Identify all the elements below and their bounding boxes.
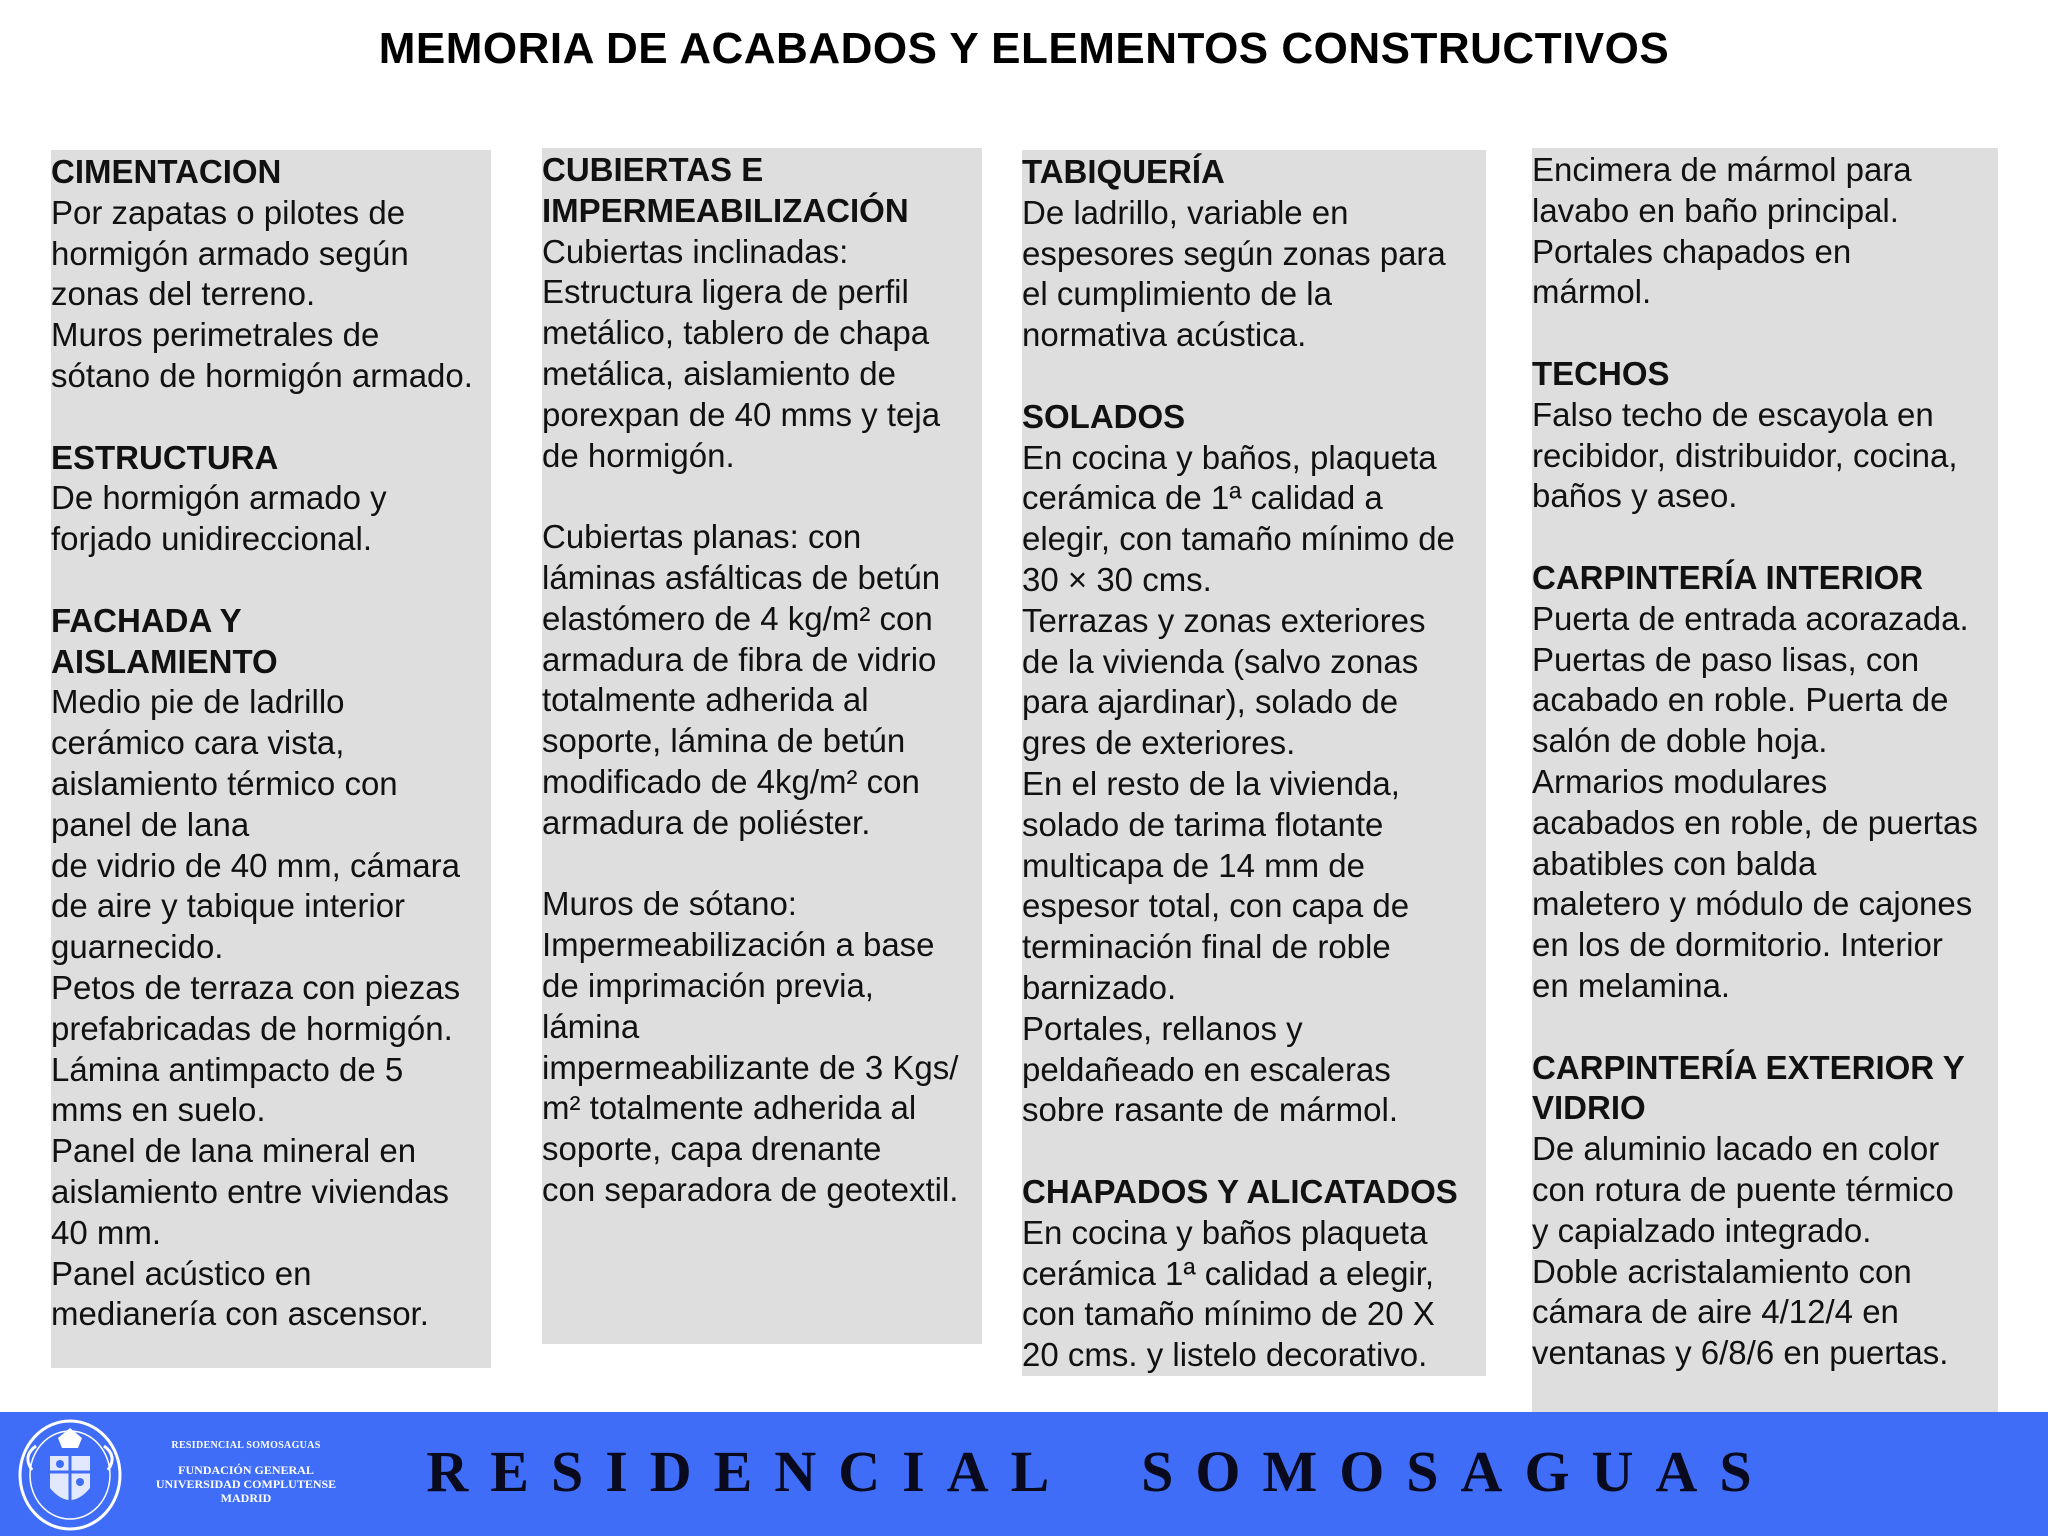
section-text-line: porexpan de 40 mms y teja (542, 395, 941, 433)
section-text-line: metálica, aislamiento de (542, 354, 897, 392)
section-text-line: guarnecido. (51, 928, 224, 966)
spec-section (1022, 397, 1486, 1131)
section-text-line: armadura de fibra de vidrio (542, 640, 937, 678)
section-text-line: aislamiento entre viviendas (51, 1172, 450, 1210)
section-text-line: cerámica de 1ª calidad a (1022, 479, 1383, 517)
logo-line: FUNDACIÓN GENERAL (178, 1463, 314, 1477)
section-text-line: para ajardinar), solado de (1022, 683, 1399, 721)
section-text-line: En cocina y baños, plaqueta (1022, 438, 1437, 476)
section-text-line: el cumplimiento de la (1022, 275, 1332, 313)
section-text-line: Estructura ligera de perfil (542, 273, 909, 311)
section-heading: TABIQUERÍA (1022, 153, 1225, 190)
section-heading: CUBIERTAS E (542, 151, 764, 188)
spec-section (51, 438, 491, 560)
logo-top-text: RESIDENCIAL SOMOSAGUAS (171, 1440, 321, 1451)
section-text-line: abatibles con balda (1532, 844, 1817, 882)
section-text-line: Puertas de paso lisas, con (1532, 640, 1920, 678)
section-text-line: armadura de poliéster. (542, 803, 871, 841)
section-text-line: láminas asfálticas de betún (542, 558, 941, 596)
section-heading: SOLADOS (1022, 397, 1186, 435)
section-text-line: espesores según zonas para (1022, 234, 1446, 272)
section-text-line: baños y aseo. (1532, 477, 1738, 515)
spec-section (1532, 354, 1998, 517)
section-heading: CARPINTERÍA EXTERIOR Y (1532, 1048, 1965, 1086)
column-1 (51, 150, 491, 1368)
section-text-line: barnizado. (1022, 968, 1177, 1006)
section-text-line: maletero y módulo de cajones (1532, 885, 1973, 923)
section-text-line: sótano de hormigón armado. (51, 356, 473, 394)
section-text-line: con separadora de geotextil. (542, 1170, 959, 1208)
spec-section (542, 884, 982, 1210)
section-text-line: acabado en roble. Puerta de (1532, 681, 1949, 719)
logo-line: MADRID (220, 1491, 272, 1505)
section-text-line: De aluminio lacado en color (1532, 1130, 1940, 1168)
section-text-line: Falso techo de escayola en (1532, 395, 1934, 433)
section-text-line: en los de dormitorio. Interior (1532, 926, 1943, 964)
section-text-line: cámara de aire 4/12/4 en (1532, 1293, 1899, 1331)
section-text-line: con rotura de puente térmico (1532, 1170, 1954, 1208)
footer-residence-name: RESIDENCIAL SOMOSAGUAS (426, 1439, 1774, 1504)
section-text-line: metálico, tablero de chapa (542, 314, 930, 352)
section-text-line: con tamaño mínimo de 20 X (1022, 1295, 1435, 1333)
spec-section (542, 517, 982, 843)
section-heading: CARPINTERÍA INTERIOR (1532, 558, 1924, 596)
section-text-line: elastómero de 4 kg/m² con (542, 599, 933, 637)
section-text-line: espesor total, con capa de (1022, 887, 1410, 925)
spec-section (51, 601, 491, 1335)
column-content (1022, 150, 1486, 1376)
spec-section (1022, 1172, 1486, 1376)
section-text-line: acabados en roble, de puertas (1532, 803, 1978, 841)
section-text-line: Cubiertas inclinadas: (542, 232, 849, 270)
section-text-line: Portales, rellanos y (1022, 1009, 1303, 1047)
section-text-line: Armarios modulares (1532, 762, 1828, 800)
section-text-line: Terrazas y zonas exteriores (1022, 601, 1426, 639)
logo-line: UNIVERSIDAD COMPLUTENSE (155, 1477, 337, 1491)
spec-section (1022, 152, 1486, 356)
section-text-line: Medio pie de ladrillo (51, 683, 345, 721)
section-text-line: Puerta de entrada acorazada. (1532, 599, 1969, 637)
section-text-line: Por zapatas o pilotes de (51, 193, 406, 231)
university-crest-icon (12, 1416, 128, 1534)
section-text-line: prefabricadas de hormigón. (51, 1009, 453, 1047)
section-text-line: cerámico cara vista, (51, 724, 345, 762)
section-text-line: En el resto de la vivienda, (1022, 764, 1400, 802)
section-text-line: en melamina. (1532, 966, 1731, 1004)
section-text-line: mármol. (1532, 273, 1652, 311)
section-heading: FACHADA Y (51, 601, 242, 639)
page-title: MEMORIA DE ACABADOS Y ELEMENTOS CONSTRUCTIVOS (378, 24, 1670, 73)
column-content (51, 150, 491, 1335)
spec-section (51, 152, 491, 397)
section-text-line: Doble acristalamiento con (1532, 1252, 1912, 1290)
section-text-line: Lámina antimpacto de 5 (51, 1050, 404, 1088)
section-text-line: de imprimación previa, (542, 966, 874, 1004)
footer-banner (0, 1412, 2048, 1536)
section-heading: CIMENTACION (51, 153, 282, 190)
section-text-line: panel de lana (51, 805, 250, 843)
section-text-line: Muros de sótano: (542, 885, 797, 923)
spec-section (1532, 558, 1998, 1007)
section-text-line: lámina (542, 1007, 640, 1045)
section-text-line: gres de exteriores. (1022, 724, 1296, 762)
section-text-line: lavabo en baño principal. (1532, 191, 1899, 229)
section-text-line: aislamiento térmico con (51, 764, 398, 802)
section-text-line: sobre rasante de mármol. (1022, 1091, 1399, 1129)
section-text-line: hormigón armado según (51, 234, 409, 272)
section-text-line: De ladrillo, variable en (1022, 193, 1349, 231)
column-4 (1532, 148, 1998, 1414)
section-text-line: elegir, con tamaño mínimo de (1022, 520, 1455, 558)
section-text-line: Portales chapados en (1532, 232, 1852, 270)
section-text-line: ventanas y 6/8/6 en puertas. (1532, 1334, 1949, 1372)
section-heading: CHAPADOS Y ALICATADOS (1022, 1172, 1458, 1210)
section-text-line: normativa acústica. (1022, 316, 1307, 354)
foundation-logo-text (136, 1440, 356, 1505)
section-text-line: medianería con ascensor. (51, 1295, 429, 1333)
section-text-line: Muros perimetrales de (51, 316, 380, 354)
section-text-line: Encimera de mármol para (1532, 151, 1912, 188)
section-text-line: Petos de terraza con piezas (51, 968, 461, 1006)
section-text-line: modificado de 4kg/m² con (542, 762, 920, 800)
section-text-line: 40 mm. (51, 1213, 162, 1251)
spec-section (542, 150, 982, 476)
section-text-line: y capialzado integrado. (1532, 1211, 1872, 1249)
section-text-line: mms en suelo. (51, 1091, 266, 1129)
section-heading: ESTRUCTURA (51, 438, 279, 476)
section-heading: VIDRIO (1532, 1089, 1646, 1127)
section-heading: IMPERMEABILIZACIÓN (542, 191, 909, 229)
section-text-line: Panel acústico en (51, 1254, 312, 1292)
section-text-line: de hormigón. (542, 436, 735, 474)
section-text-line: solado de tarima flotante (1022, 805, 1384, 843)
section-text-line: 20 cms. y listelo decorativo. (1022, 1336, 1428, 1374)
section-text-line: peldañeado en escaleras (1022, 1050, 1391, 1088)
spec-section (1532, 1048, 1998, 1374)
section-text-line: de aire y tabique interior (51, 887, 406, 925)
section-text-line: de vidrio de 40 mm, cámara (51, 846, 461, 884)
section-text-line: m² totalmente adherida al (542, 1089, 917, 1127)
section-text-line: Panel de lana mineral en (51, 1132, 417, 1170)
section-text-line: 30 × 30 cms. (1022, 560, 1212, 598)
section-text-line: totalmente adherida al (542, 681, 869, 719)
section-text-line: Impermeabilización a base (542, 926, 935, 964)
spec-section (1532, 150, 1998, 313)
section-text-line: recibidor, distribuidor, cocina, (1532, 436, 1958, 474)
section-text-line: En cocina y baños plaqueta (1022, 1213, 1428, 1251)
section-text-line: zonas del terreno. (51, 275, 316, 313)
section-text-line: De hormigón armado y (51, 479, 387, 517)
section-text-line: de la vivienda (salvo zonas (1022, 642, 1419, 680)
section-text-line: soporte, capa drenante (542, 1130, 882, 1168)
section-heading: TECHOS (1532, 354, 1670, 392)
section-text-line: salón de doble hoja. (1532, 722, 1828, 760)
section-heading: AISLAMIENTO (51, 642, 278, 680)
column-2 (542, 148, 982, 1344)
section-text-line: multicapa de 14 mm de (1022, 846, 1366, 884)
column-3 (1022, 150, 1486, 1376)
section-text-line: forjado unidireccional. (51, 520, 373, 558)
section-text-line: Cubiertas planas: con (542, 518, 862, 556)
section-text-line: impermeabilizante de 3 Kgs/ (542, 1048, 959, 1086)
section-text-line: soporte, lámina de betún (542, 722, 906, 760)
column-content (542, 148, 982, 1211)
column-content (1532, 148, 1998, 1374)
section-text-line: cerámica 1ª calidad a elegir, (1022, 1254, 1435, 1292)
section-text-line: terminación final de roble (1022, 928, 1391, 966)
